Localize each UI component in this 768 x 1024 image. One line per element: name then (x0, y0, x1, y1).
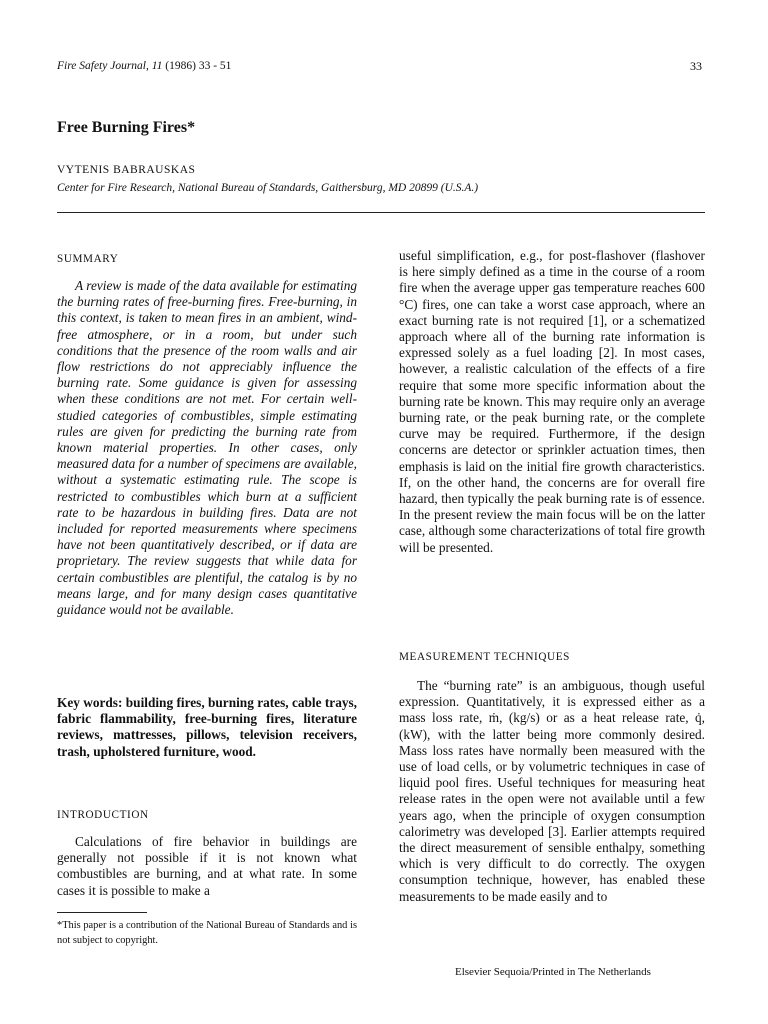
footnote-divider (57, 912, 147, 913)
summary-text: A review is made of the data available for estimating the burning rates of free-burning fires. Free-burning, in this context, is taken to mean fires in an ambient, wind-free atmosphere, or in a room, but under such conditions that the presence of the room walls and air flow restrictions do not appreciably influence the burning rate. Some guidance is given for assessing when these conditions are not met. For certain well-studied categories of combustibles, simple estimating rules are given for predicting the burning rate from known material properties. In other cases, only measured data for a number of specimens are available, without a systematic estimating rule. The scope is restricted to combustibles which burn at a sufficient rate to be hazardous in building fires. Data are not included for reported measurements where specimens have not been quantitatively described, or if data are proprietary. The review suggests that while data for certain combustibles are plentiful, the catalog is by no means large, and for many design cases quantitative guidance would not be available. (57, 278, 357, 618)
introduction-block (57, 834, 357, 899)
page-number: 33 (690, 59, 702, 73)
keywords-block (57, 695, 357, 760)
article-title: Free Burning Fires* (57, 119, 196, 136)
publisher-imprint: Elsevier Sequoia/Printed in The Netherlands (455, 966, 651, 978)
journal-name: Fire Safety Journal, (57, 60, 149, 72)
introduction-heading: INTRODUCTION (57, 809, 149, 821)
summary-block (57, 278, 357, 618)
header-divider (57, 212, 705, 213)
continuation-text: useful simplification, e.g., for post-flashover (flashover is here simply defined as a time in the course of a room fire when the average upper gas temperature reaches 600 °C) fires, one can take a worst case approach, where an exact burning rate is not required [1], or a schematized approach where all of the burning rate information is expressed solely as a fuel loading [2]. In most cases, however, a realistic calculation of the effects of a fire require that some more specific information about the burning rate be known. This may require only an average burning rate, or the peak burning rate, or the complete curve may be required. Furthermore, if the design concerns are detector or sprinkler actuation times, then emphasis is laid on the initial fire growth characteristics. If, on the other hand, the concerns are for overall fire hazard, then typically the peak burning rate is of essence. In the present review the main focus will be on the latter case, although some characterizations of total fire growth will be presented. (399, 248, 705, 555)
article-author: VYTENIS BABRAUSKAS (57, 164, 196, 176)
journal-volume: 11 (151, 60, 163, 72)
measurement-block (399, 678, 705, 905)
keywords-text: Key words: building fires, burning rates, cable trays, fabric flammability, free-burning fires, literature reviews, mattresses, pillows, television receivers, trash, upholstered furniture, wood. (57, 695, 357, 759)
measurement-text: The “burning rate” is an ambiguous, though useful expression. Quantitatively, it is expressed either as a mass loss rate, ṁ, (kg/s) or as a heat release rate, q̇, (kW), with the latter being more commonly desired. Mass loss rates have normally been measured with the use of load cells, or by volumetric techniques in case of liquid pool fires. Useful techniques for measuring heat release rates in the open were not available until a few years ago, when the principle of oxygen consumption calorimetry was developed [3]. Earlier attempts required the direct measurement of sensible enthalpy, something which is very difficult to do correctly. The oxygen consumption technique, however, has enabled these measurements to be made easily and to (399, 678, 705, 904)
journal-citation (57, 60, 231, 72)
footnote: *This paper is a contribution of the National Bureau of Standards and is not subject to copyright. (57, 920, 357, 946)
measurement-heading: MEASUREMENT TECHNIQUES (399, 651, 570, 663)
summary-heading: SUMMARY (57, 253, 119, 265)
journal-years-pages: (1986) 33 - 51 (165, 60, 232, 72)
author-affiliation: Center for Fire Research, National Bureau of Standards, Gaithersburg, MD 20899 (U.S.A.) (57, 182, 479, 194)
introduction-text: Calculations of fire behavior in buildings are generally not possible if it is not known what combustibles are burning, and at what rate. In some cases it is possible to make a (57, 834, 357, 898)
right-column-continuation (399, 248, 705, 556)
